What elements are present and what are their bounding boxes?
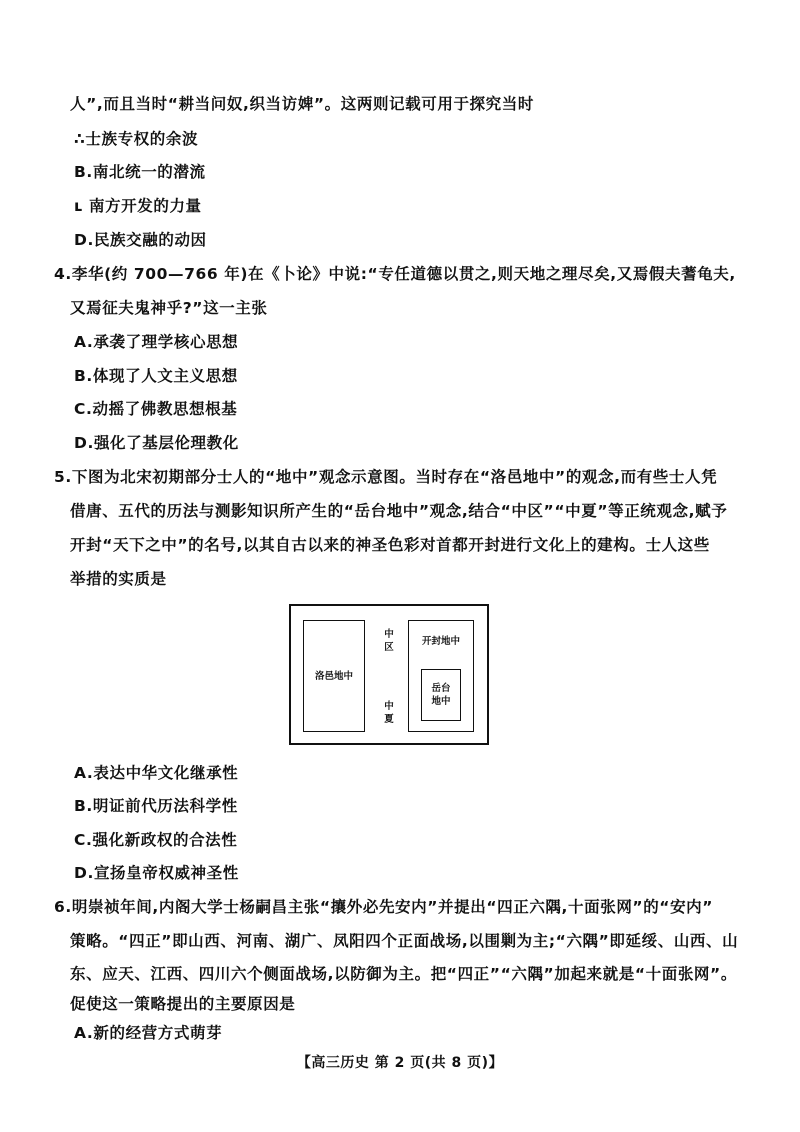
yuetai-label-line-1: 岳台: [431, 683, 451, 694]
q3-option-a: ∴士族专权的余波: [74, 130, 199, 148]
q4-option-a: A.承袭了理学核心思想: [74, 333, 239, 351]
q5-stem-line-2: 借唐、五代的历法与测影知识所产生的“岳台地中”观念,结合“中区”“中夏”等正统观念,赋予: [70, 502, 728, 520]
q6-option-a: A.新的经营方式萌芽: [74, 1024, 223, 1042]
kaifeng-box: [408, 620, 474, 732]
q3-option-d: D.民族交融的动因: [74, 231, 207, 249]
q6-stem-line-4: 促使这一策略提出的主要原因是: [70, 995, 296, 1013]
kaifeng-label: 开封地中: [421, 636, 460, 647]
q3-option-c: ʟ 南方开发的力量: [74, 197, 202, 215]
q4-option-c: C.动摇了佛教思想根基: [74, 400, 238, 418]
luoyi-box: [303, 620, 365, 732]
q4-stem-line-2: 又焉征夫鬼神乎?”这一主张: [70, 299, 268, 317]
q5-stem-line-4: 举措的实质是: [70, 570, 167, 588]
q4-option-d: D.强化了基层伦理教化: [74, 434, 239, 452]
q4-stem-line-1: 4.李华(约 700—766 年)在《卜论》中说:“专任道德以贯之,则天地之理尽矣,又焉假夫蓍龟夫,: [54, 265, 736, 283]
q6-stem-line-2: 策略。“四正”即山西、河南、湖广、凤阳四个正面战场,以围剿为主;“六隅”即延绥、山西、山: [70, 932, 739, 950]
q3-stem-end: 人”,而且当时“耕当问奴,织当访婢”。这两则记载可用于探究当时: [70, 95, 534, 113]
page-footer: 【高三历史 第 2 页(共 8 页)】: [296, 1055, 504, 1071]
q5-option-c: C.强化新政权的合法性: [74, 831, 238, 849]
q3-option-b: B.南北统一的潜流: [74, 163, 206, 181]
q5-option-a: A.表达中华文化继承性: [74, 764, 239, 782]
q5-option-b: B.明证前代历法科学性: [74, 797, 238, 815]
luoyi-label: 洛邑地中: [314, 670, 353, 682]
q5-stem-line-3: 开封“天下之中”的名号,以其自古以来的神圣色彩对首都开封进行文化上的建构。士人这些: [70, 536, 710, 554]
q5-stem-line-1: 5.下图为北宋初期部分士人的“地中”观念示意图。当时存在“洛邑地中”的观念,而有些士人凭: [54, 468, 718, 486]
q5-option-d: D.宣扬皇帝权威神圣性: [74, 864, 239, 882]
q4-option-b: B.体现了人文主义思想: [74, 367, 238, 385]
yuetai-label-line-2: 地中: [431, 696, 451, 707]
dizhong-diagram: [289, 604, 489, 745]
zhongxia-label: 中夏: [384, 701, 394, 725]
yuetai-box: [421, 669, 461, 721]
q6-stem-line-3: 东、应天、江西、四川六个侧面战场,以防御为主。把“四正”“六隅”加起来就是“十面张网”。: [70, 965, 737, 983]
zhongqu-label: 中区: [384, 629, 394, 653]
q6-stem-line-1: 6.明崇祯年间,内阁大学士杨嗣昌主张“攘外必先安内”并提出“四正六隅,十面张网”的“安内”: [54, 898, 714, 916]
